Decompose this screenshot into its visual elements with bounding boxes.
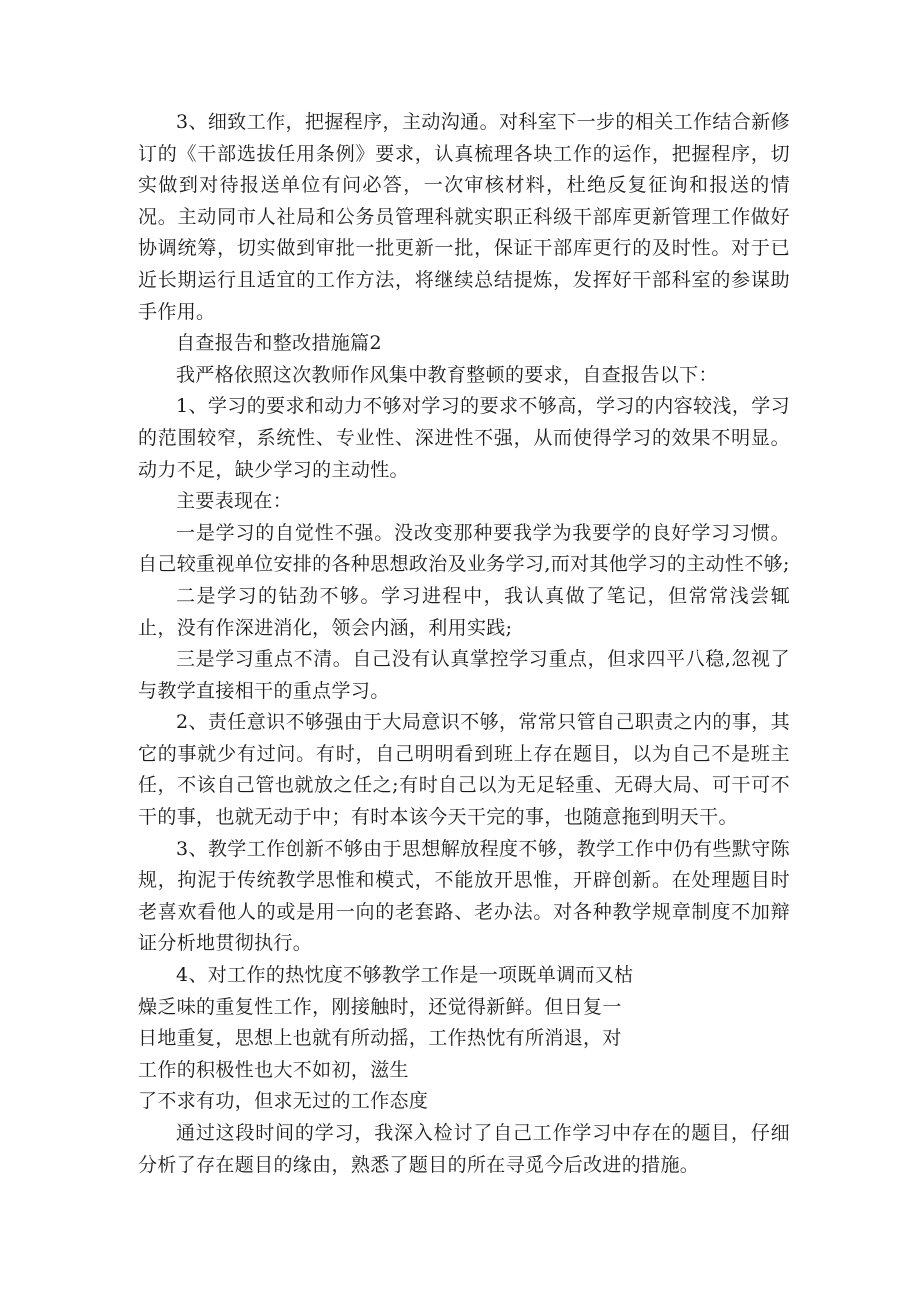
paragraph-enthusiasm bbox=[138, 960, 790, 1118]
paragraph-responsibility: 2、责任意识不够强由于大局意识不够，常常只管自己职责之内的事，其它的事就少有过问。有时，自己明明看到班上存在题目，以为自己不是班主任，不该自己管也就放之任之;有时自己以为无足轻重、无碍大局、可干可不干的事，也就无动于中；有时本该今天干完的事，也随意拖到明天干。 bbox=[138, 711, 790, 829]
paragraph-intro: 我严格依照这次教师作风集中教育整顿的要求，自查报告以下： bbox=[176, 363, 718, 386]
paragraph-innovation: 3、教学工作创新不够由于思想解放程度不够，教学工作中仍有些默守陈规，拘泥于传统教学思惟和模式，不能放开思惟，开辟创新。在处理题目时老喜欢看他人的或是用一向的老套路、老办法。对各种教学规章制度不加辩证分析地贯彻执行。 bbox=[138, 837, 790, 955]
paragraph-enthusiasm-main: 4、对工作的热忱度不够教学工作是一项既单调而又枯燥乏味的重复性工作，刚接触时，还觉得新鲜。但日复一日地重复，思想上也就有所动摇，工作热忱有所消退，对工作的积极性也大不如初，滋生 bbox=[138, 964, 634, 1081]
paragraph-point-one: 一是学习的自觉性不强。没改变那种要我学为我要学的良好学习习惯。自己较重视单位安排的各种思想政治及业务学习,而对其他学习的主动性不够; bbox=[138, 521, 790, 576]
paragraph-point-three: 三是学习重点不清。自己没有认真掌控学习重点，但求四平八稳,忽视了与教学直接相干的重点学习。 bbox=[138, 648, 790, 702]
paragraph-work-procedure: 3、细致工作，把握程序，主动沟通。对科室下一步的相关工作结合新修订的《干部选拔任用条例》要求，认真梳理各块工作的运作，把握程序，切实做到对待报送单位有问必答，一次审核材料，杜绝反复征询和报送的情况。主动同市人社局和公务员管理科就实职正科级干部库更新管理工作做好协调统筹，切实做到审批一批更新一批，保证干部库更行的及时性。对于已近长期运行且适宜的工作方法，将继续总结提炼，发挥好干部科室的参谋助手作用。 bbox=[138, 111, 790, 323]
paragraph-conclusion: 通过这段时间的学习，我深入检讨了自己工作学习中存在的题目，仔细分析了存在题目的缘由，熟悉了题目的所在寻觅今后改进的措施。 bbox=[138, 1122, 790, 1176]
paragraph-main-manifestations: 主要表现在： bbox=[176, 490, 293, 513]
paragraph-enthusiasm-continuation: 了不求有功，但求无过的工作态度 bbox=[138, 1090, 429, 1113]
section-title: 自查报告和整改措施篇2 bbox=[176, 332, 382, 355]
document-body bbox=[138, 107, 790, 1181]
paragraph-point-two: 二是学习的钻劲不够。学习进程中，我认真做了笔记，但常常浅尝辄止，没有作深进消化，领会内涵，利用实践; bbox=[138, 584, 790, 639]
paragraph-learning-motivation: 1、学习的要求和动力不够对学习的要求不够高，学习的内容较浅，学习的范围较窄，系统性、专业性、深进性不强，从而使得学习的效果不明显。动力不足，缺少学习的主动性。 bbox=[138, 395, 790, 481]
